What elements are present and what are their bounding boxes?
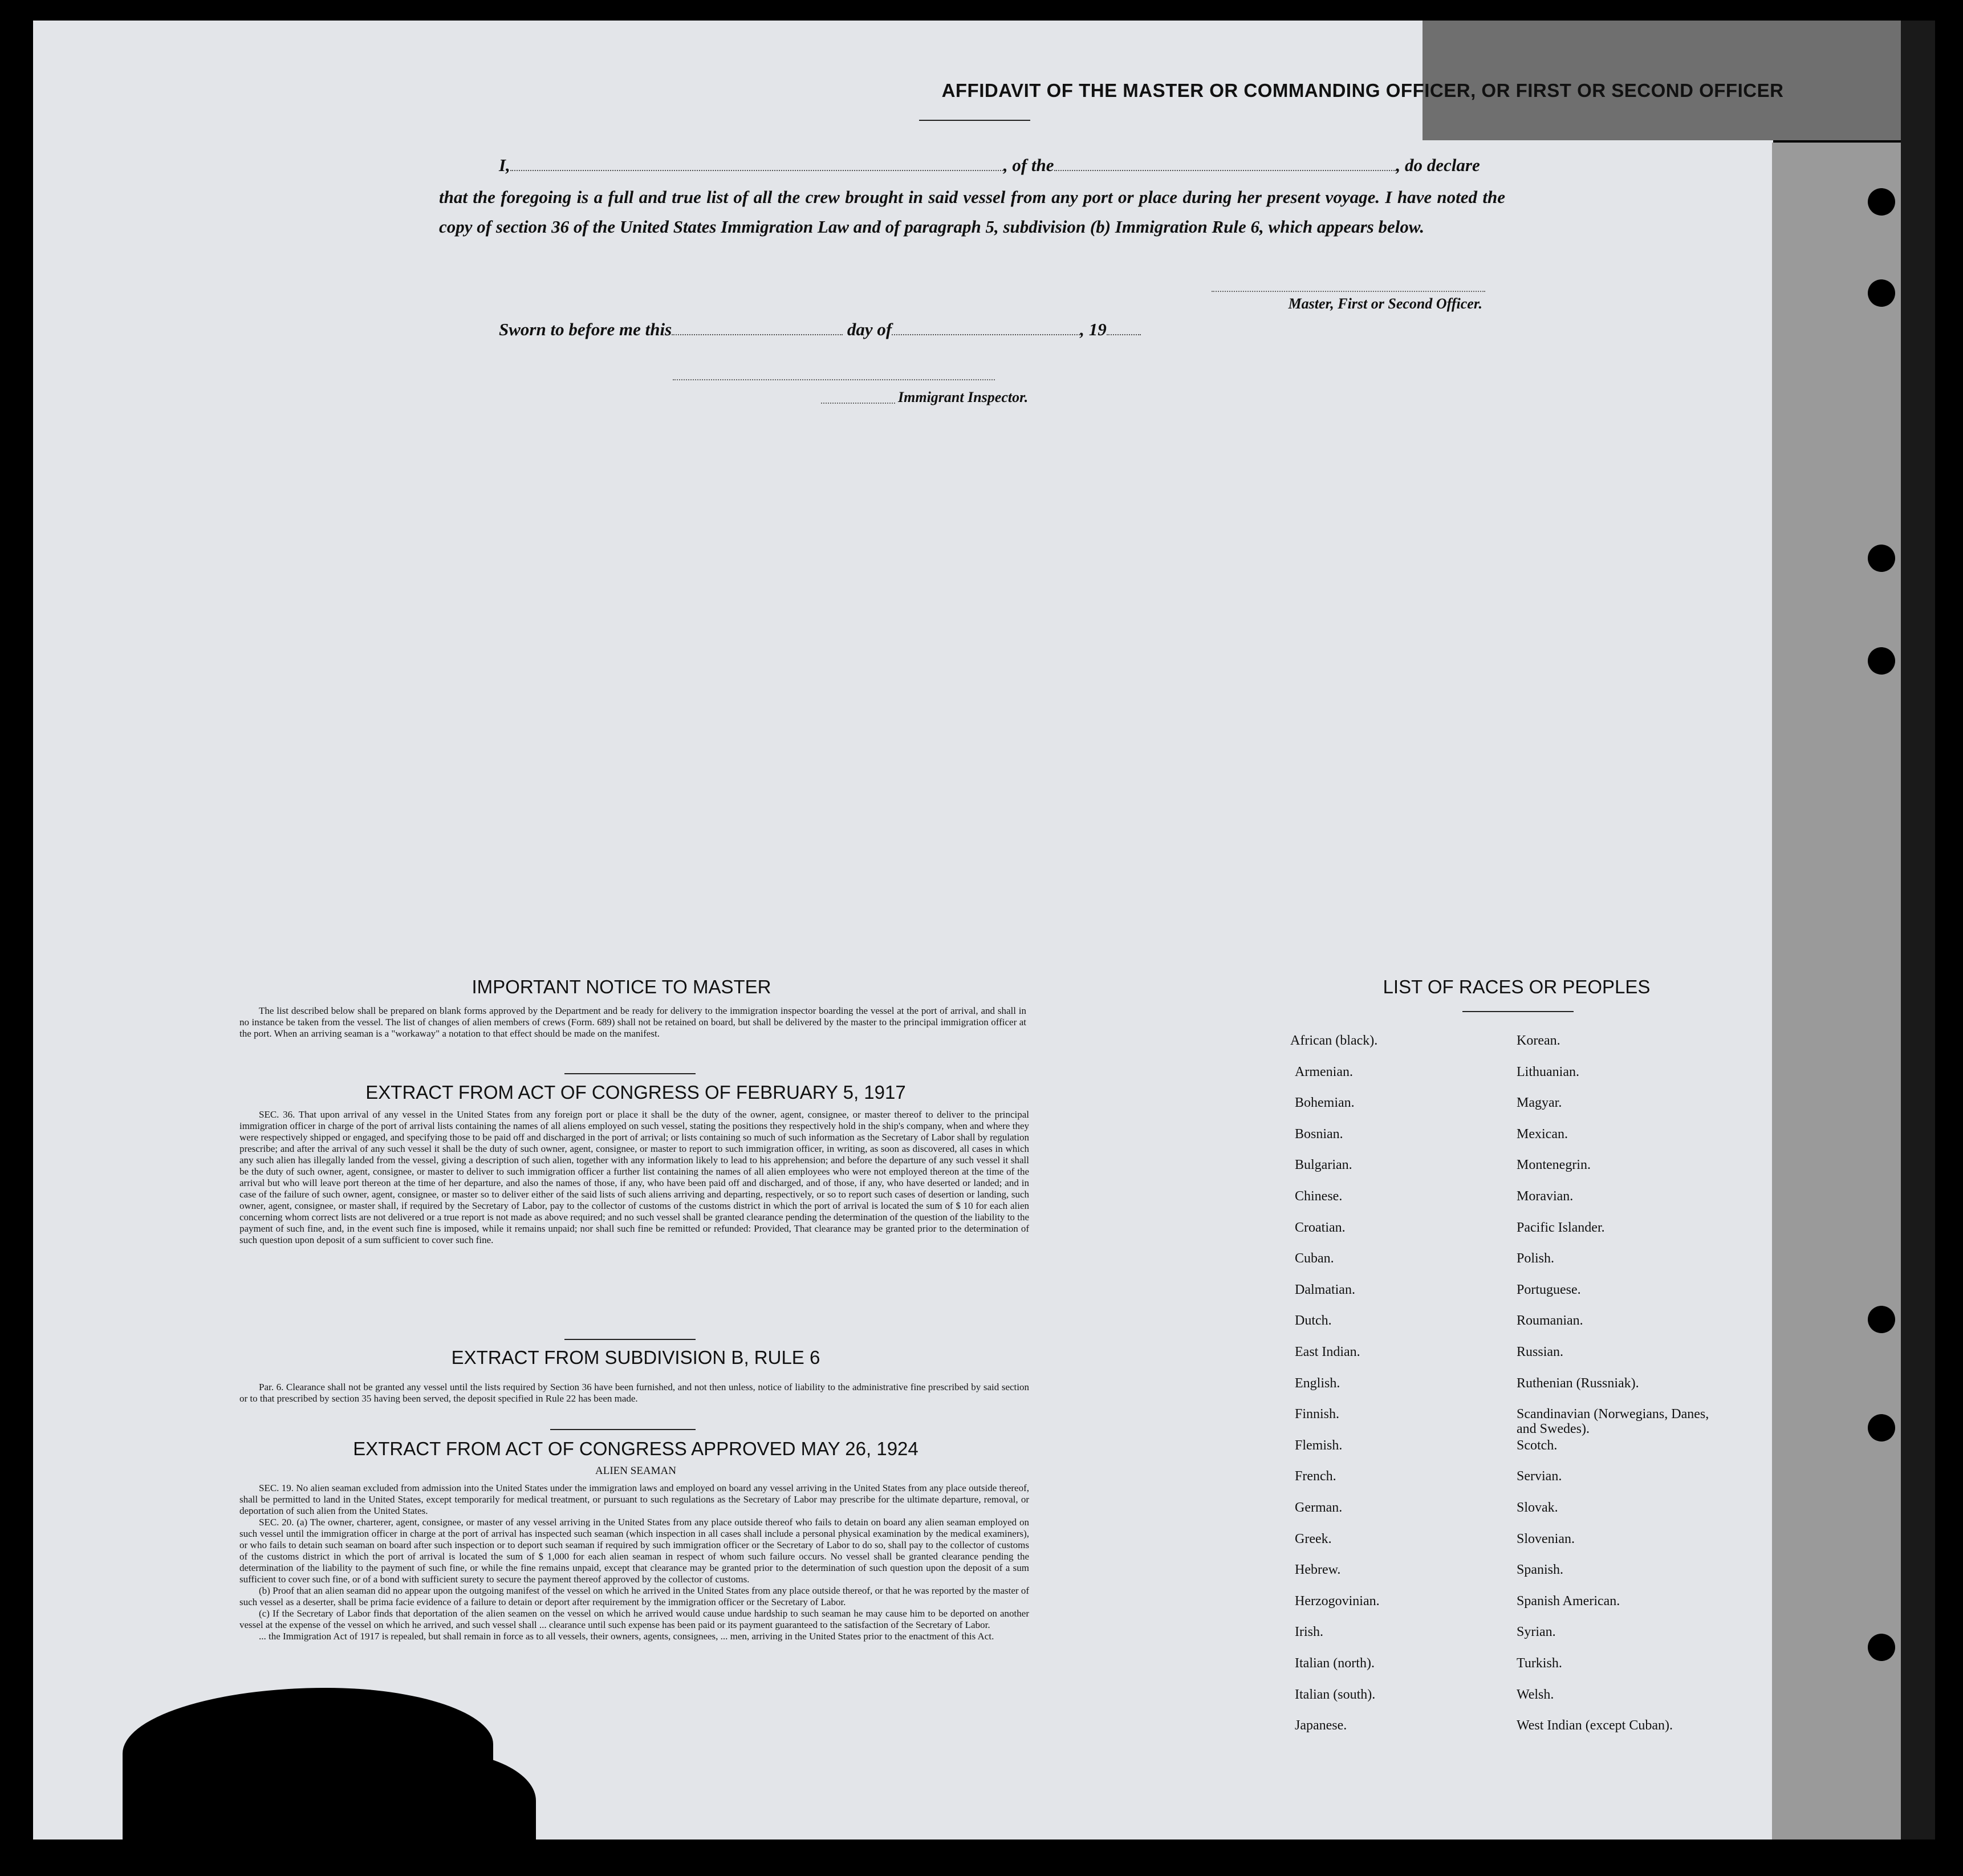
affidavit-title: AFFIDAVIT OF THE MASTER OR COMMANDING OFFICER, OR FIRST OR SECOND OFFICER: [941, 80, 1784, 101]
name-blank[interactable]: [510, 170, 1003, 171]
race-item: Bosnian.: [1295, 1126, 1343, 1142]
month-blank[interactable]: [892, 334, 1080, 335]
punch-hole: [1868, 545, 1895, 572]
race-item: West Indian (except Cuban).: [1517, 1718, 1673, 1733]
scan-edge-strip: [1772, 143, 1901, 1840]
section-paragraph: (b) Proof that an alien seaman did no appear upon the outgoing manifest of the vessel on which he arrived in the United States from any place outside thereof, or that he was reported by the master of such vessel as a deserter, shall be prima facie evidence of a failure to detain or deport after requirement by the immigration officer or the Secretary of Labor.: [239, 1585, 1029, 1607]
race-item: Hebrew.: [1295, 1562, 1341, 1578]
race-item: Italian (south).: [1295, 1687, 1376, 1702]
race-item: Lithuanian.: [1517, 1064, 1579, 1079]
race-item: Irish.: [1295, 1625, 1323, 1640]
race-item: Flemish.: [1295, 1438, 1343, 1453]
punch-hole: [1868, 1306, 1895, 1333]
extract-1917-body: SEC. 36. That upon arrival of any vessel in the United States from any foreign port or place it shall be the duty of the owner, agent, consignee, or master thereof to deliver to the principal immigration officer in charge of the port of arrival lists containing the names of all aliens employed on such vessel, stating the positions they respectively hold in the ship's company, when and where they were respectively shipped or engaged, and specifying those to be paid off and discharged in the port of arrival; or lists containing so much of such information as the Secretary of Labor shall by regulation prescribe; and after the arrival of any such vessel it shall be the duty of such owner, agent, consignee, or master to report to such immigration officer, in writing, as soon as discovered, all cases in which any such alien has illegally landed from the vessel, giving a description of such alien, together with any information likely to lead to his apprehension; and before the departure of any such vessel it shall be the duty of such owner, agent, consignee, or master to deliver to such immigration officer a further list containing the names of all alien employees who were not employed thereon at the time of the arrival but who will leave port thereon at the time of her departure, and also the names of those, if any, who have been paid off and discharged, and of those, if any, who have deserted or landed; and in case of the failure of such owner, agent, consignee, or master so to deliver either of the said lists of such aliens arriving and departing, respectively, or so to report such cases of desertion or landing, such owner, agent, consignee, or master shall, if required by the Secretary of Labor, pay to the collector of customs of the customs district in which the port of arrival is located the sum of $ 10 for each alien concerning whom correct lists are not delivered or a true report is not made as above required; and no such vessel shall be granted clearance pending the determination of the question of the liability to the payment of such fine, and, in the event such fine is imposed, while it remains unpaid; nor shall such fine be remitted or refunded: Provided, That clearance may be granted prior to the determination of such question upon deposit of a sum sufficient to cover such fine.: [239, 1109, 1029, 1245]
race-item: Finnish.: [1295, 1407, 1340, 1422]
torn-corner: [365, 1751, 536, 1876]
race-item: Pacific Islander.: [1517, 1220, 1605, 1235]
race-item: Welsh.: [1517, 1687, 1554, 1702]
divider: [1462, 1011, 1574, 1012]
race-item: Moravian.: [1517, 1189, 1574, 1204]
section-paragraph: SEC. 19. No alien seaman excluded from admission into the United States under the immigration laws and employed on board any vessel arriving in the United States from any place outside thereof, shall be permitted to land in the United States, except temporarily for medical treatment, or pursuant to such regulations as the Secretary of Labor may prescribe for the ultimate departure, removal, or deportation of such alien from the United States.: [239, 1483, 1029, 1516]
section-paragraph: SEC. 20. (a) The owner, charterer, agent, consignee, or master of any vessel arriving in the United States from any place outside thereof who fails to detain on board any alien seaman employed on such vessel until the immigration officer in charge at the port of arrival has inspected such seaman (which inspection in all cases shall include a personal physical examination by the medical examiners), or who fails to detain such seaman on board after such inspection or to deport such seaman if required by such immigration officer or the Secretary of Labor to do so, shall pay to the collector of customs of the customs district in which the port of arrival is located the sum of $ 1,000 for each alien seaman in respect of whom such failure occurs. No vessel shall be granted clearance pending the determination of the liability to the payment of such fine, or while the fine remains unpaid, except that clearance may be granted prior to the determination of such question upon the deposit of a sum sufficient to cover such fine, or of a bond with sufficient surety to secure the payment thereof approved by the collector of customs.: [239, 1517, 1029, 1585]
punch-hole: [1868, 1414, 1895, 1441]
race-item: Slovak.: [1517, 1500, 1558, 1515]
race-item: Greek.: [1295, 1531, 1332, 1546]
punch-hole: [1868, 188, 1895, 216]
extract-1924-subtitle: ALIEN SEAMAN: [595, 1465, 676, 1477]
rule6-title: EXTRACT FROM SUBDIVISION B, RULE 6: [451, 1347, 820, 1368]
race-item: Dutch.: [1295, 1313, 1332, 1329]
race-item: Spanish American.: [1517, 1593, 1620, 1609]
rule6-body: Par. 6. Clearance shall not be granted any vessel until the lists required by Section 36 have been furnished, and not then unless, notice of liability to the administrative fine prescribed by said section or to that prescribed by section 35 having been served, the deposit specified in Rule 22 has been made.: [239, 1382, 1029, 1404]
race-item: Korean.: [1517, 1033, 1560, 1048]
divider: [564, 1073, 696, 1074]
affidavit-declaration-line: [439, 155, 1505, 176]
race-item: Slovenian.: [1517, 1531, 1575, 1546]
notice-title: IMPORTANT NOTICE TO MASTER: [472, 976, 771, 997]
year-blank[interactable]: [1107, 334, 1141, 335]
i-label: I,: [499, 155, 510, 175]
extract-1924-title: EXTRACT FROM ACT OF CONGRESS APPROVED MAY 26, 1924: [353, 1438, 918, 1459]
race-item: Turkish.: [1517, 1656, 1562, 1671]
punch-hole: [1868, 279, 1895, 307]
race-item: Spanish.: [1517, 1562, 1564, 1578]
sworn-label: Sworn to before me this: [499, 319, 672, 339]
races-title: LIST OF RACES OR PEOPLES: [1383, 976, 1651, 997]
sworn-line: [499, 319, 1212, 340]
vessel-blank[interactable]: [1054, 170, 1396, 171]
divider: [550, 1429, 696, 1430]
race-item: Italian (north).: [1295, 1656, 1375, 1671]
section-paragraph: ... the Immigration Act of 1917 is repealed, but shall remain in force as to all vessels, their owners, agents, consignees, ... men, arriving in the United States prior to the enactment of this Act.: [259, 1631, 994, 1642]
race-item: Scotch.: [1517, 1438, 1558, 1453]
race-item: Roumanian.: [1517, 1313, 1583, 1329]
race-item: Bohemian.: [1295, 1095, 1355, 1111]
race-item: Mexican.: [1517, 1126, 1568, 1142]
race-item: African (black).: [1290, 1033, 1378, 1048]
year-label: , 19: [1080, 319, 1107, 339]
inspector-signature-blank[interactable]: [673, 379, 995, 380]
race-item: Bulgarian.: [1295, 1158, 1352, 1173]
race-item: East Indian.: [1295, 1345, 1360, 1359]
race-item: Chinese.: [1295, 1189, 1343, 1204]
divider: [919, 120, 1030, 121]
inspector-label: Immigrant Inspector.: [898, 389, 1029, 405]
divider: [564, 1339, 696, 1340]
race-item: Polish.: [1517, 1251, 1555, 1266]
race-item: Croatian.: [1295, 1220, 1346, 1235]
race-item: Portuguese.: [1517, 1282, 1581, 1297]
race-item: Russian.: [1517, 1345, 1564, 1359]
race-item: Herzogovinian.: [1295, 1593, 1380, 1609]
race-item: Servian.: [1517, 1469, 1562, 1484]
race-item: Scandinavian (Norwegians, Danes, and Swedes).: [1517, 1407, 1709, 1437]
inspector-dots: [821, 403, 895, 404]
race-item: Magyar.: [1517, 1095, 1562, 1111]
extract-1924-body: [239, 1483, 1029, 1642]
race-item: Ruthenian (Russniak).: [1517, 1375, 1639, 1391]
day-blank[interactable]: [672, 334, 843, 335]
master-signature-blank[interactable]: [1212, 291, 1485, 292]
race-item: German.: [1295, 1500, 1343, 1515]
do-declare-label: , do declare: [1396, 155, 1480, 175]
section-paragraph: (c) If the Secretary of Labor finds that deportation of the alien seamen on the vessel on which he arrived would cause undue hardship to such seaman he may cause him to be deported on another vessel at the expense of the vessel on which he arrived, and such vessel shall ... clearance until such expense has been paid or its payment guaranteed to the satisfaction of the Secretary of Labor.: [239, 1608, 1029, 1630]
affidavit-body: that the foregoing is a full and true list of all the crew brought in said vessel from any port or place during her present voyage. I have noted the copy of section 36 of the United States Immigration Law and of paragraph 5, subdivision (b) Immigration Rule 6, which appears below.: [439, 187, 1505, 237]
race-item: Dalmatian.: [1295, 1282, 1355, 1297]
punch-hole: [1868, 647, 1895, 675]
punch-hole: [1868, 1634, 1895, 1661]
extract-1917-title: EXTRACT FROM ACT OF CONGRESS OF FEBRUARY 5, 1917: [365, 1082, 906, 1103]
race-item: Cuban.: [1295, 1251, 1334, 1266]
race-item: Armenian.: [1295, 1064, 1353, 1079]
race-item: Montenegrin.: [1517, 1158, 1591, 1173]
race-item: Japanese.: [1295, 1718, 1347, 1733]
scan-border-right: [1901, 21, 1935, 1840]
notice-body: The list described below shall be prepared on blank forms approved by the Department and be ready for delivery to the immigration inspector boarding the vessel at the port of arrival, and shall in no instance be taken from the vessel. The list of changes of alien members of crews (Form. 689) shall not be retained on board, but shall be delivered by the master to the principal immigration officer at the port. When an arriving seaman is a "workaway" a notation to that effect should be made on the manifest.: [239, 1005, 1026, 1039]
race-item: English.: [1295, 1375, 1340, 1391]
day-of-label: day of: [847, 319, 892, 339]
race-item: Syrian.: [1517, 1625, 1556, 1640]
master-signature-label: Master, First or Second Officer.: [1288, 295, 1482, 312]
of-the-label: , of the: [1003, 155, 1054, 175]
race-item: French.: [1295, 1469, 1336, 1484]
